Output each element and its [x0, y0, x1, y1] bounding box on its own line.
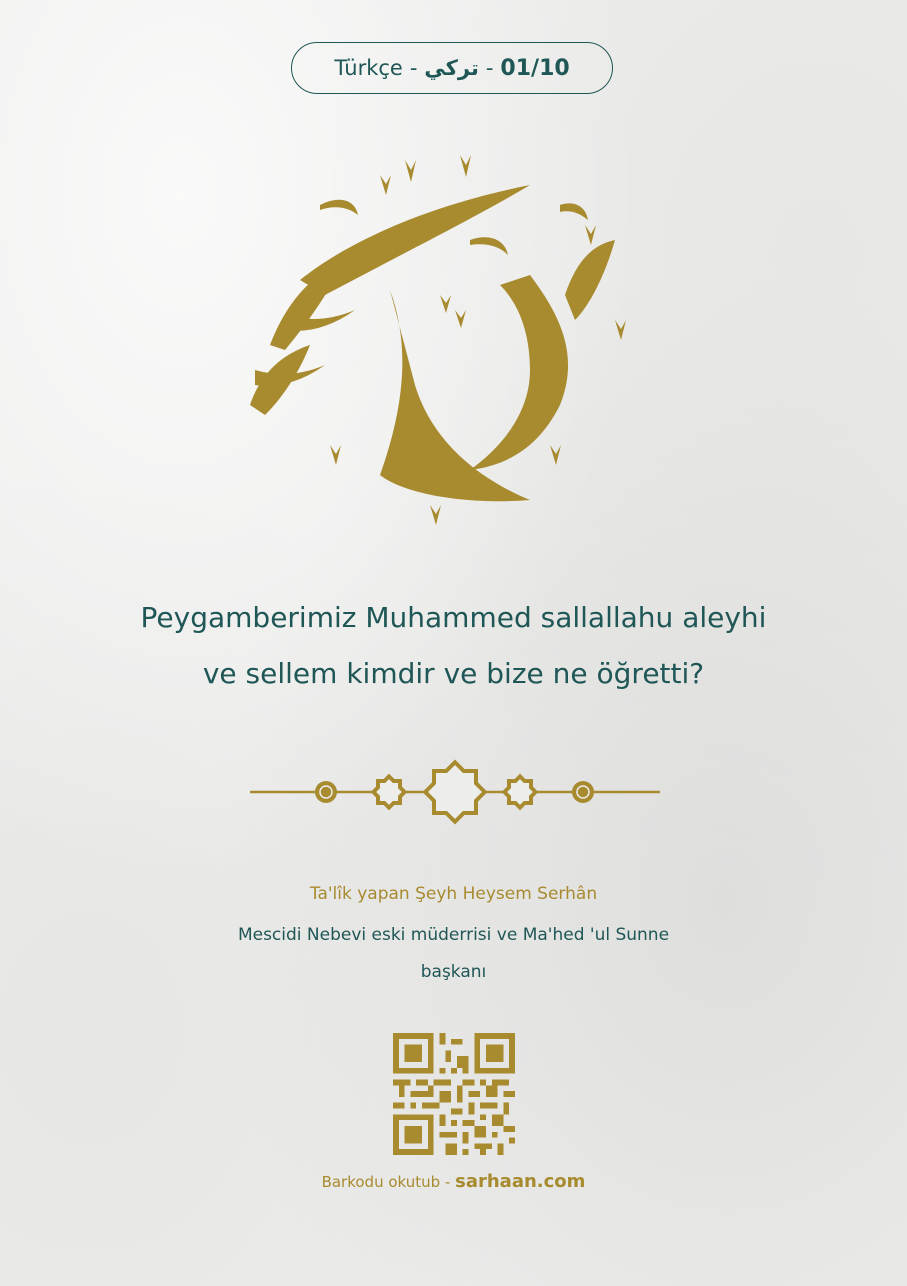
separator-2: -	[485, 56, 494, 80]
website-link[interactable]: sarhaan.com	[455, 1171, 586, 1192]
divider-rosette-left	[315, 781, 337, 803]
author-role-line-1: Mescidi Nebevi eski müderrisi ve Ma'hed 'ul Sunne	[237, 925, 670, 945]
page-code: 01/10	[500, 55, 570, 81]
author-role-line-2: başkanı	[420, 962, 487, 982]
title-line-2: ve sellem kimdir ve bize ne öğretti?	[202, 657, 705, 690]
ornamental-divider	[250, 755, 660, 830]
qr-code-icon[interactable]	[393, 1033, 515, 1155]
scan-instruction: Barkodu okutub -	[321, 1173, 451, 1191]
author-credit: Ta'lîk yapan Şeyh Heysem Serhân	[309, 884, 598, 904]
separator-1: -	[409, 56, 418, 80]
footer	[0, 1171, 907, 1192]
divider-rosette-right	[572, 781, 594, 803]
muhammad-calligraphy-icon	[230, 145, 650, 555]
language-label-arabic: تركي	[424, 56, 479, 80]
page-title	[40, 590, 867, 702]
language-label-turkish: Türkçe	[334, 56, 403, 80]
page-indicator-badge	[291, 42, 613, 94]
title-line-1: Peygamberimiz Muhammed sallallahu aleyhi	[140, 601, 767, 634]
